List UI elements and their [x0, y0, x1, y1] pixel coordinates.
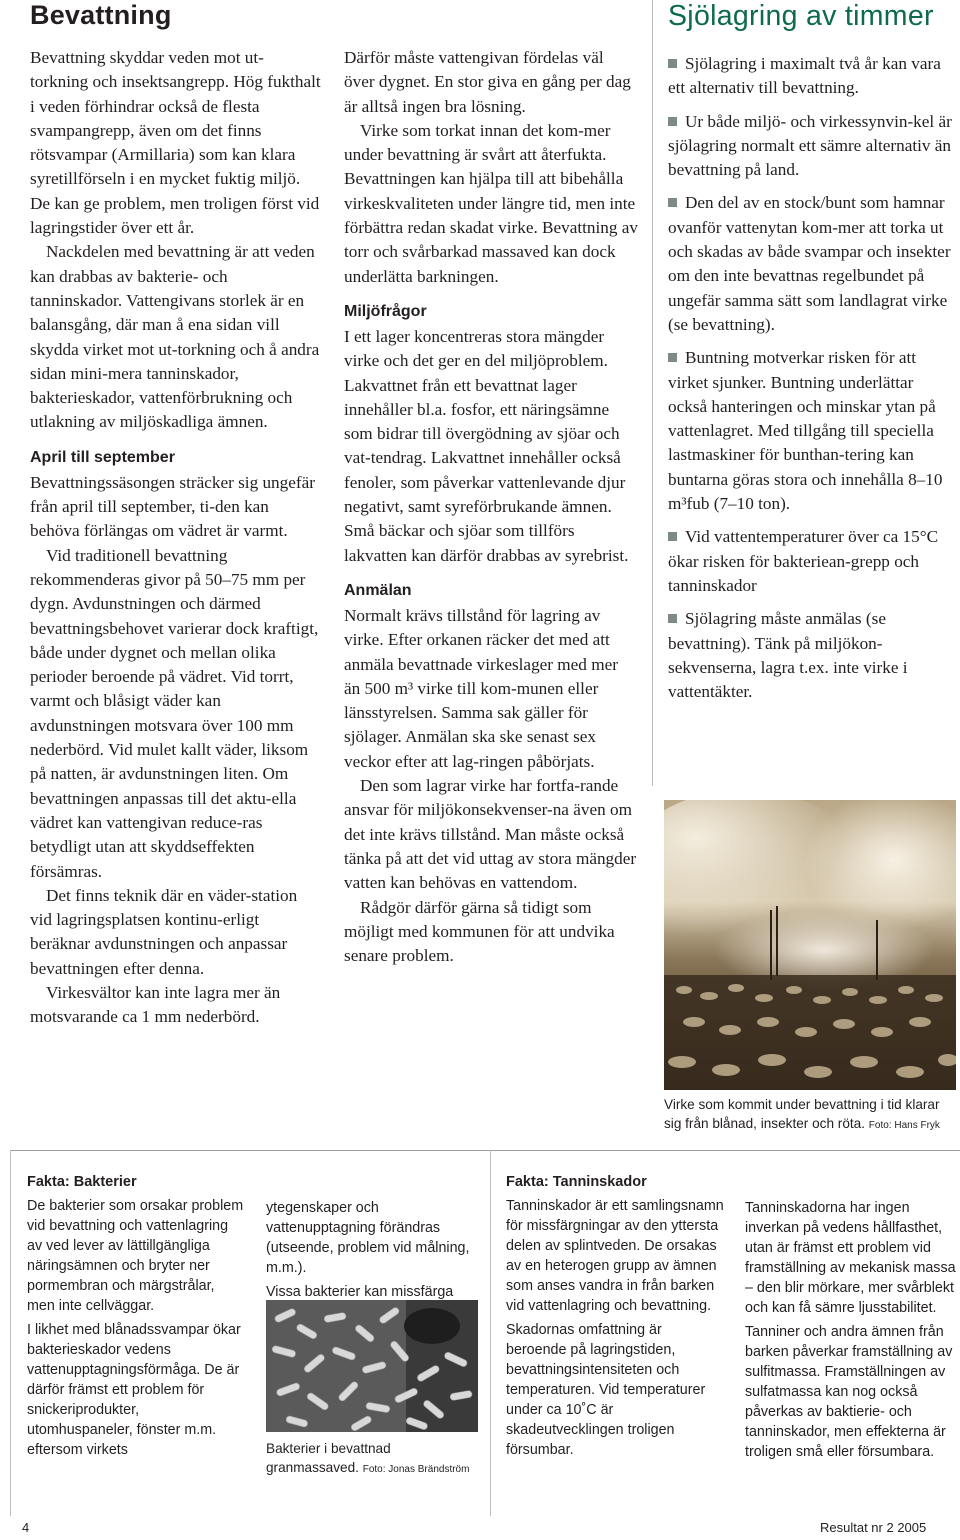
- paragraph: Virke som torkat innan det kom-mer under bevattning är svårt att återfukta. Bevattningen kan hjälpa till att bibehålla virkeskvaliteten under längre tid, men inte förbättra redan skadat virke. Bevattning av torr och svårbarkad massaved kan dock underlätta barkningen.: [344, 120, 638, 286]
- section-heading: Miljöfrågor: [344, 302, 427, 320]
- bullet-square-icon: [668, 614, 677, 623]
- section-heading: April till september: [30, 448, 175, 466]
- page-number: 4: [22, 1520, 30, 1535]
- paragraph: Bevattningssäsongen sträcker sig ungefär från april till september, ti-den kan behöva förlängas om vädret är varmt.: [30, 472, 315, 541]
- list-item: Sjölagring måste anmälas (se bevattning). Tänk på miljökon-sekvenserna, lagra t.ex. inte virke i vattentäkter.: [668, 609, 908, 702]
- paragraph: Därför måste vattengivan fördelas väl över dygnet. En stor giva en gång per dag är alltså ingen bra lösning.: [344, 48, 631, 116]
- list-item: Vid vattentemperaturer över ca 15°C ökar risken för bakteriean-grepp och tanninskador: [668, 527, 939, 595]
- article-title-bevattning: Bevattning: [30, 0, 172, 30]
- article-title-sjolagring: Sjölagring av timmer: [668, 0, 934, 32]
- paragraph: Det finns teknik där en väder-station vid lagringsplatsen kontinu-erligt beräknar avdunstningen och anpassar bevattningen efter denna.: [30, 885, 298, 978]
- paragraph: Vid traditionell bevattning rekommenderas givor på 50–75 mm per dygn. Avdunstningen och därmed bevattningsbehovet varierar dock kraftigt, både under dygnet och mellan olika perioder beroende på vädret. Vid torrt, varmt och blåsigt väder kan avdunstningen motsvara över 100 mm nederbörd. Vid mulet kallt väder, liksom på natten, är avdunstningen liten. Om bevattningen anpassas till det aktu-ella vädret kan vattengivan reduce-ras betydligt utan att skyddseffekten försämras.: [30, 545, 319, 881]
- paragraph: Tanninskador är ett samlingsnamn för missfärgningar av den yttersta delen av splintveden. De orsakas av en heterogen grupp av ämnen som anses vandra in från barken vid vattenlagring och bevattning.: [506, 1198, 724, 1314]
- bullet-square-icon: [668, 198, 677, 207]
- micrograph-caption: Bakterier i bevattnad granmassaved. Foto: Jonas Brändström: [266, 1441, 470, 1475]
- photo-credit: Foto: Jonas Brändström: [362, 1463, 470, 1475]
- article-column-1: [30, 46, 322, 1030]
- paragraph: ytegenskaper och vattenupptagning förändras (utseende, problem vid målning, m.m.).: [266, 1200, 470, 1276]
- fakta-title: Fakta: Tanninskador: [506, 1174, 647, 1190]
- paragraph: I likhet med blånadssvampar ökar bakterieskador vedens vattenupptagningsförmåga. De är därför främst ett problem för snickeriprodukter, utomhuspaneler, fönster m.m. eftersom virkets: [27, 1322, 241, 1458]
- fakta-tanninskador-col2: [745, 1198, 957, 1466]
- box-divider: [490, 1150, 491, 1516]
- paragraph: Rådgör därför gärna så tidigt som möjligt med kommunen för att undvika senare problem.: [344, 897, 615, 966]
- paragraph: De bakterier som orsakar problem vid bevattning och vattenlagring av ved lever av lättillgängliga näringsämnen och bryter ner pormembran och märgstrålar, men inte cellväggar.: [27, 1198, 244, 1314]
- sprinkler-photo: [664, 800, 956, 1090]
- bacteria-micrograph: [266, 1300, 478, 1432]
- box-left-border: [10, 1150, 11, 1516]
- paragraph: Tanninskadorna har ingen inverkan på vedens hållfasthet, utan är främst ett problem vid framställning av mekanisk massa – den blir mörkare, mer svårblekt och kan få sämre ljusstabilitet.: [745, 1200, 956, 1316]
- bullet-list: [668, 52, 954, 713]
- publication-info: Resultat nr 2 2005: [820, 1520, 927, 1535]
- paragraph: Normalt krävs tillstånd för lagring av virke. Efter orkanen räcker det med att anmäla bevattnade virkeslager med mer än 500 m³ virke till kom-munen eller länsstyrelsen. Samma sak gäller för sjölager. Anmälan ska ske senast sex veckor efter att lag-ringen påbörjats.: [344, 605, 618, 771]
- article-column-2: [344, 46, 638, 968]
- paragraph: Virkesvältor kan inte lagra mer än motsvarande ca 1 mm nederbörd.: [30, 982, 281, 1027]
- section-divider: [10, 1150, 960, 1151]
- bullet-square-icon: [668, 353, 677, 362]
- paragraph: Den som lagrar virke har fortfa-rande ansvar för miljökonsekvenser-na även om det inte krävs tillstånd. Man måste också tänka på att det vid uttag av stora mängder vatten kan behövas en vattendom.: [344, 776, 637, 893]
- paragraph: Vissa bakterier kan missfärga: [266, 1284, 454, 1300]
- paragraph: Skadornas omfattning är beroende på lagringstiden, bevattningsintensiteten och temperaturen. Vid temperaturer under ca 10˚C är skadeutvecklingen troligen försumbar.: [506, 1322, 706, 1458]
- paragraph: Nackdelen med bevattning är att veden kan drabbas av bakterie- och tanninskador. Vattengivans storlek är en balansgång, där man å ena sidan vill skydda virket mot ut-torkning och å andra sidan mini-mera tanninskador, bakterieskador, vattenförbrukning och utlakning av miljöskadliga ämnen.: [30, 242, 320, 432]
- bullet-square-icon: [668, 117, 677, 126]
- paragraph: Tanniner och andra ämnen från barken påverkar framställning av sulfitmassa. Framställningen av sulfatmassa kan nog också påverkas av baktierie- och tanninskador, men effekterna är troligen små eller försumbara.: [745, 1324, 953, 1460]
- list-item: Ur både miljö- och virkessynvin-kel är sjölagring normalt ett sämre alternativ än bevattning på land.: [668, 111, 952, 180]
- list-item: Buntning motverkar risken för att virket sjunker. Buntning underlättar också hanteringen och minskar ytan på vattenlagret. Med tillgång till speciella lastmaskiner för bunthan-tering kan buntarna göras stora och innehålla 8–10 m³fub (7–10 ton).: [668, 348, 943, 514]
- section-heading: Anmälan: [344, 581, 412, 599]
- paragraph: Bevattning skyddar veden mot ut-torkning och insektsangrepp. Hög fukthalt i veden förhindrar också de flesta svampangrepp, även om det finns rötsvampar (Armillaria) som kan klara syretillförseln i en mycket fuktig miljö. De kan ge problem, men troligen först vid lagringstider över ett år.: [30, 48, 321, 238]
- bullet-square-icon: [668, 59, 677, 68]
- photo-caption: Virke som kommit under bevattning i tid klarar sig från blånad, insekter och röta. Foto: Hans Fryk: [664, 1097, 940, 1131]
- fakta-bakterier-col1: [27, 1172, 245, 1464]
- fakta-title: Fakta: Bakterier: [27, 1174, 137, 1190]
- photo-credit: Foto: Hans Fryk: [868, 1119, 940, 1131]
- list-item: Den del av en stock/bunt som hamnar ovanför vattenytan kom-mer att torka ut och skadas av både svampar och insekter om den inte bevattnas regelbundet på ungefär samma sätt som landlagrat virke (se bevattning).: [668, 193, 951, 334]
- list-item: Sjölagring i maximalt två år kan vara ett alternativ till bevattning.: [668, 54, 941, 98]
- fakta-tanninskador-col1: [506, 1172, 724, 1464]
- bullet-square-icon: [668, 532, 677, 541]
- paragraph: I ett lager koncentreras stora mängder virke och det ger en del miljöproblem. Lakvattnet från ett bevattnat lager innehåller bl.a. fosfor, ett näringsämne som bidrar till övergödning av sjöar och vat-tendrag. Lakvattnet innehåller också fenoler, som påverkar vattenlevande djur negativt, samt syreförbrukande ämnen. Små bäckar och sjöar som tillförs lakvatten kan därför drabbas av syrebrist.: [344, 326, 629, 565]
- column-divider: [652, 0, 653, 786]
